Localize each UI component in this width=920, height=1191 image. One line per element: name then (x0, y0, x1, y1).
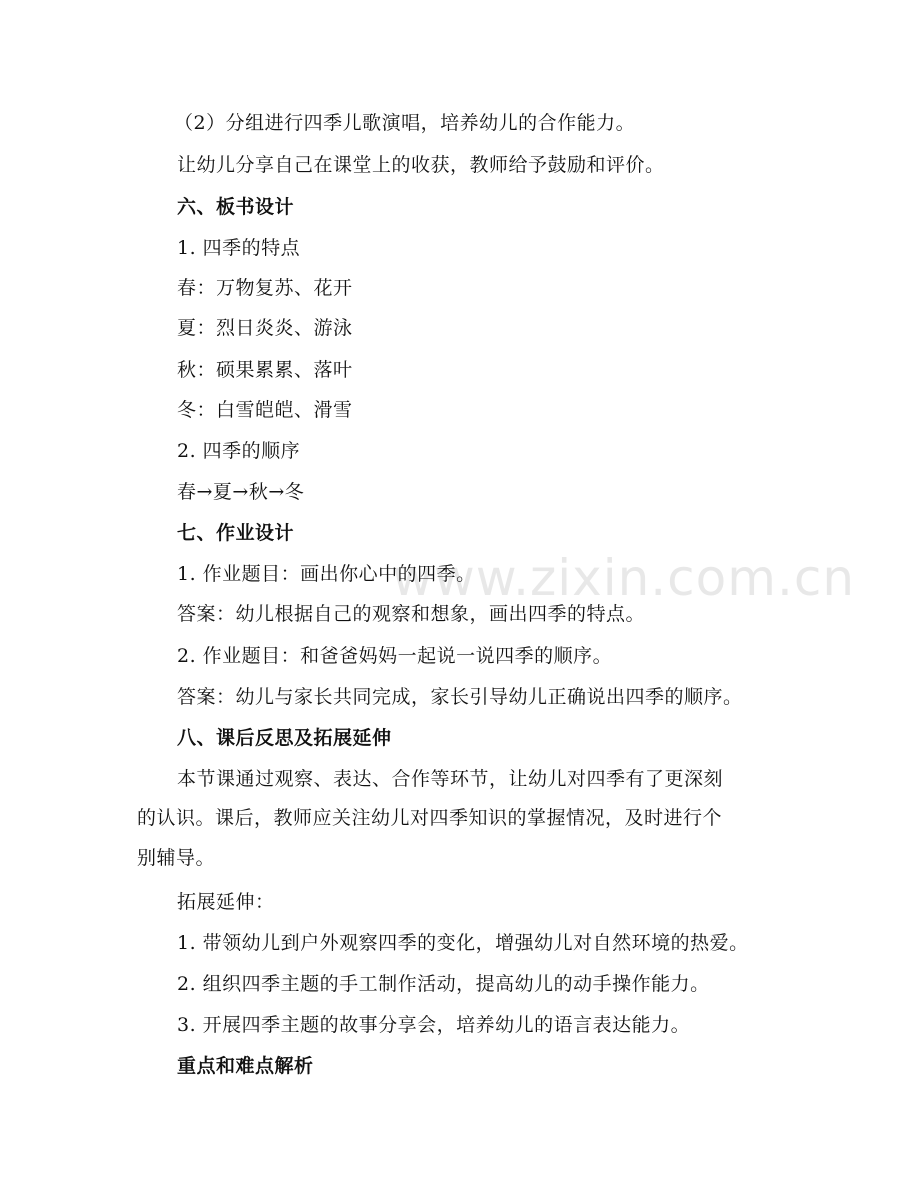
paragraph-reflection-line-2: 的认识。课后，教师应关注幼儿对四季知识的掌握情况，及时进行个 (137, 807, 723, 829)
watermark: www.zixin.com.cn (392, 549, 856, 607)
text-spring: 春：万物复苏、花开 (177, 277, 353, 299)
text-autumn: 秋：硕果累累、落叶 (177, 359, 353, 381)
extension-item-1: 1. 带领幼儿到户外观察四季的变化，增强幼儿对自然环境的热爱。 (177, 932, 749, 954)
text-winter: 冬：白雪皑皑、滑雪 (177, 399, 353, 421)
heading-homework-design: 七、作业设计 (177, 522, 295, 544)
extension-item-3: 3. 开展四季主题的故事分享会，培养幼儿的语言表达能力。 (177, 1014, 691, 1036)
list-item-season-order: 2. 四季的顺序 (177, 440, 301, 462)
paragraph-reflection-line-3: 别辅导。 (137, 847, 216, 869)
heading-key-difficult-points: 重点和难点解析 (177, 1055, 314, 1077)
paragraph-sharing: 让幼儿分享自己在课堂上的收获，教师给予鼓励和评价。 (177, 154, 665, 176)
homework-answer-1: 答案：幼儿根据自己的观察和想象，画出四季的特点。 (177, 603, 646, 625)
text-summer: 夏：烈日炎炎、游泳 (177, 317, 353, 339)
text-season-sequence: 春→夏→秋→冬 (177, 481, 305, 503)
heading-board-design: 六、板书设计 (177, 196, 295, 218)
heading-reflection-extension: 八、课后反思及拓展延伸 (177, 727, 392, 749)
homework-answer-2: 答案：幼儿与家长共同完成，家长引导幼儿正确说出四季的顺序。 (177, 686, 743, 708)
label-extension: 拓展延伸： (177, 891, 275, 913)
list-item-season-features: 1. 四季的特点 (177, 237, 301, 259)
paragraph-reflection-line-1: 本节课通过观察、表达、合作等环节，让幼儿对四季有了更深刻 (177, 768, 724, 790)
paragraph-group-singing: （2）分组进行四季儿歌演唱，培养幼儿的合作能力。 (174, 112, 636, 134)
extension-item-2: 2. 组织四季主题的手工制作活动，提高幼儿的动手操作能力。 (177, 973, 710, 995)
homework-question-1: 1. 作业题目：画出你心中的四季。 (177, 563, 476, 585)
homework-question-2: 2. 作业题目：和爸爸妈妈一起说一说四季的顺序。 (177, 645, 613, 667)
